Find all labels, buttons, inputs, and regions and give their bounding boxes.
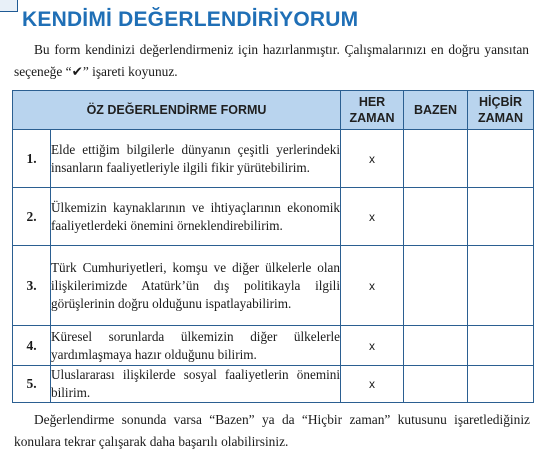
checkbox-never[interactable] [468, 246, 534, 326]
self-evaluation-table [12, 90, 534, 403]
row-statement: Elde ettiğim bilgilerle dünyanın çeşitli yerlerindeki insanların faaliyetleriyle ilgili fikir yürütebilirim. [51, 130, 341, 188]
row-statement: Küresel sorunlarda ülkemizin diğer ülkelerle yardımlaşmaya hazır olduğunu bilirim. [51, 326, 341, 366]
checkbox-sometimes[interactable] [404, 366, 468, 403]
row-number: 2. [13, 188, 51, 246]
row-number: 4. [13, 326, 51, 366]
mark-always: x [369, 209, 376, 224]
mark-always: x [369, 151, 376, 166]
checkbox-always[interactable] [341, 246, 404, 326]
header-form-title: ÖZ DEĞERLENDİRME FORMU [13, 91, 341, 130]
checkbox-sometimes[interactable] [404, 130, 468, 188]
row-statement: Uluslararası ilişkilerde sosyal faaliyetlerin önemini bilirim. [51, 366, 341, 403]
mark-always: x [369, 278, 376, 293]
mark-always: x [369, 338, 376, 353]
table-row [13, 326, 534, 366]
row-statement: Türk Cumhuriyetleri, komşu ve diğer ülkelerle olan ilişkilerimizde Atatürk’ün dış politikayla ilgili görüşlerinin doğru olduğunu ispatlayabilirim. [51, 246, 341, 326]
table-row [13, 246, 534, 326]
row-number: 5. [13, 366, 51, 403]
closing-note: Değerlendirme sonunda varsa “Bazen” ya da “Hiçbir zaman” kutusunu işaretlediğiniz konulara tekrar çalışarak daha başarılı olabilirsiniz. [14, 412, 530, 449]
row-statement: Ülkemizin kaynaklarının ve ihtiyaçlarının ekonomik faaliyetlerdeki önemini örneklendirebilirim. [51, 188, 341, 246]
checkbox-sometimes[interactable] [404, 188, 468, 246]
checkbox-never[interactable] [468, 366, 534, 403]
table-row [13, 130, 534, 188]
checkbox-always[interactable] [341, 130, 404, 188]
checkbox-always[interactable] [341, 326, 404, 366]
page-corner-icon [0, 0, 18, 12]
header-always: HER ZAMAN [341, 91, 404, 130]
table-row [13, 366, 534, 403]
header-never: HİÇBİR ZAMAN [468, 91, 534, 130]
intro-text: Bu form kendinizi değerlendirmeniz için hazırlanmıştır. Çalışmalarınızı en doğru yansıtan seçeneğe “✔” işareti koyunuz. [14, 42, 529, 79]
header-sometimes: BAZEN [404, 91, 468, 130]
checkbox-never[interactable] [468, 188, 534, 246]
checkbox-never[interactable] [468, 130, 534, 188]
row-number: 1. [13, 130, 51, 188]
checkbox-always[interactable] [341, 366, 404, 403]
checkbox-always[interactable] [341, 188, 404, 246]
checkbox-sometimes[interactable] [404, 326, 468, 366]
page-title: KENDİMİ DEĞERLENDİRİYORUM [22, 8, 359, 31]
row-number: 3. [13, 246, 51, 326]
table-header-row [13, 91, 534, 130]
table-row [13, 188, 534, 246]
mark-always: x [369, 377, 376, 391]
checkbox-never[interactable] [468, 326, 534, 366]
checkbox-sometimes[interactable] [404, 246, 468, 326]
